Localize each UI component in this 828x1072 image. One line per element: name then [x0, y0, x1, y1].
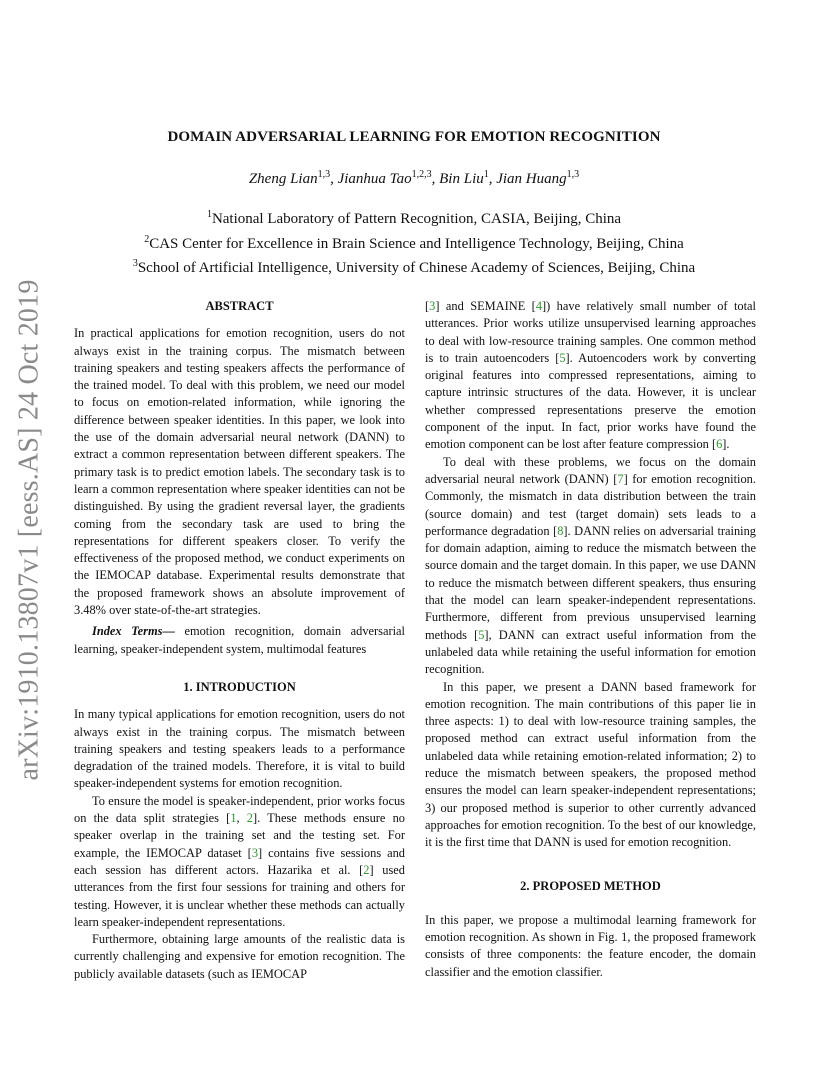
abstract-heading: ABSTRACT — [205, 299, 274, 313]
affiliations — [0, 205, 828, 279]
right-paragraph-2: To deal with these problems, we focus on the domain adversarial neural network (DANN) [7] for emotion recognition. Commonly, the mismatch in data distribution between the train (source domain) and test (target domain) sets leads to a performance degradation [8]. DANN relies on adversarial training for domain adaption, aiming to reduce the mismatch between the source domain and the target domain. In this paper, we use DANN to reduce the mismatch between different speakers, thus ensuring that the model can learn speaker-independent representations. Furthermore, different from previous unsupervised learning methods [5], DANN can extract useful information from the unlabeled data while retaining the useful information for emotion recognition. — [425, 454, 756, 677]
author: Zheng Lian$^{1,3}$, — [248, 169, 338, 187]
citation-link[interactable]: 1 — [230, 811, 237, 826]
introduction-heading: 1. INTRODUCTION — [183, 679, 296, 694]
citation-link[interactable]: 2 — [363, 862, 370, 877]
abstract-text: In practical applications for emotion recognition, users do not always exist in the training corpus. The mismatch between training speakers and testing speakers affects the performance of the trained model. To deal with this problem, we need our model to focus on emotion-related information, while ignoring the difference between speaker identities. In this paper, we look into the use of the domain adversarial neural network (DANN) to extract a common representation between different speakers. The primary task is to predict emotion labels. The secondary task is to learn a common representation where speaker identities can not be distinguished. By using the gradient reversal layer, the gradients coming from the secondary task are used to bring the representations for different speakers closer. To verify the effectiveness of the proposed method, we conduct experiments on the IEMOCAP database. Experimental results demonstrate that the proposed framework shows an absolute improvement of 3.48% over state-of-the-art strategies. — [74, 326, 405, 618]
affiliation: $^2$CAS Center for Excellence in Brain Science and Intelligence Technology, Beijing, China — [144, 233, 684, 252]
citation-link[interactable]: 3 — [251, 845, 259, 860]
citation-link[interactable]: 3 — [429, 299, 436, 313]
intro-paragraph-2: To ensure the model is speaker-independent, prior works focus on the data split strategies [1, 2]. These methods ensure no speaker overlap in the training set and the testing set. For example, the IEMOCAP dataset [3] contains five sessions and each session has different actors. Hazarika et al. [2] used utterances from the first four sessions for training and others for testing. However, it is unclear whether these methods can actually learn speaker-independent representations. — [74, 793, 405, 929]
affiliation: $^1$National Laboratory of Pattern Recognition, CASIA, Beijing, China — [206, 209, 622, 227]
author-list — [0, 169, 828, 188]
affiliation: $^3$School of Artificial Intelligence, University of Chinese Academy of Sciences, Beijing, China — [132, 258, 696, 276]
proposed-method-paragraph: In this paper, we propose a multimodal learning framework for emotion recognition. As shown in Fig. 1, the proposed framework consists of three components: the feature encoder, the domain classifier and the emotion classifier. — [425, 912, 756, 979]
citation-link[interactable]: 8 — [557, 523, 564, 538]
author: Bin Liu$^1$, — [439, 169, 497, 187]
citation-link[interactable]: 2 — [246, 811, 253, 826]
citation-link[interactable]: 5 — [559, 350, 566, 365]
citation-link[interactable]: 7 — [617, 471, 624, 486]
index-terms-text: emotion recognition, domain adversarial learning, speaker-independent system, multimodal features — [74, 624, 405, 656]
index-terms-label: Index Terms— — [92, 624, 175, 639]
author: Jianhua Tao$^{1,2,3}$, — [337, 169, 440, 187]
intro-paragraph-1: In many typical applications for emotion recognition, users do not always exist in the training corpus. The mismatch between training speakers and testing speakers leads to a performance degradation of the trained models. Therefore, it is vital to build speaker-independent systems for emotion recognition. — [74, 707, 405, 791]
author: Jian Huang$^{1,3}$ — [496, 169, 580, 187]
right-paragraph-3: In this paper, we present a DANN based framework for emotion recognition. The main contributions of this paper lie in three aspects: 1) to deal with low-resource training samples, the proposed method can extract useful information from the unlabeled data while retaining emotion-related information; 2) to reduce the mismatch between speakers, the proposed method ensures the model can learn speaker-independent representations; 3) our proposed method is superior to other currently advanced approaches for emotion recognition. To the best of our knowledge, it is the first time that DANN is used for emotion recognition. — [425, 679, 756, 850]
citation-link[interactable]: 6 — [716, 437, 723, 452]
citation-link[interactable]: 5 — [478, 627, 485, 642]
index-terms — [74, 623, 405, 658]
arxiv-identifier — [6, 270, 54, 790]
left-column — [74, 298, 405, 983]
proposed-method-heading: 2. PROPOSED METHOD — [520, 878, 661, 893]
arxiv-identifier-text: arXiv:1910.13807v1 [eess.AS] 24 Oct 2019 — [14, 279, 45, 781]
citation-link[interactable]: 4 — [535, 299, 543, 313]
paper-title: DOMAIN ADVERSARIAL LEARNING FOR EMOTION RECOGNITION — [167, 129, 661, 145]
intro-paragraph-3: Furthermore, obtaining large amounts of the realistic data is currently challenging and expensive for emotion recognition. The publicly available datasets (such as IEMOCAP — [74, 932, 405, 981]
right-column — [425, 298, 756, 981]
right-paragraph-1: [3] and SEMAINE [4]) have relatively small number of total utterances. Prior works utilize unsupervised learning approaches to deal with low-resource training samples. One common method is to train autoencoders [5]. Autoencoders work by converting original features into compressed representations, aiming to capture intrinsic structures of the data. However, it is unclear whether compressed representations preserve the emotion component of the input. In fact, prior works have found the emotion component can be lost after feature compression [6]. — [425, 299, 756, 452]
